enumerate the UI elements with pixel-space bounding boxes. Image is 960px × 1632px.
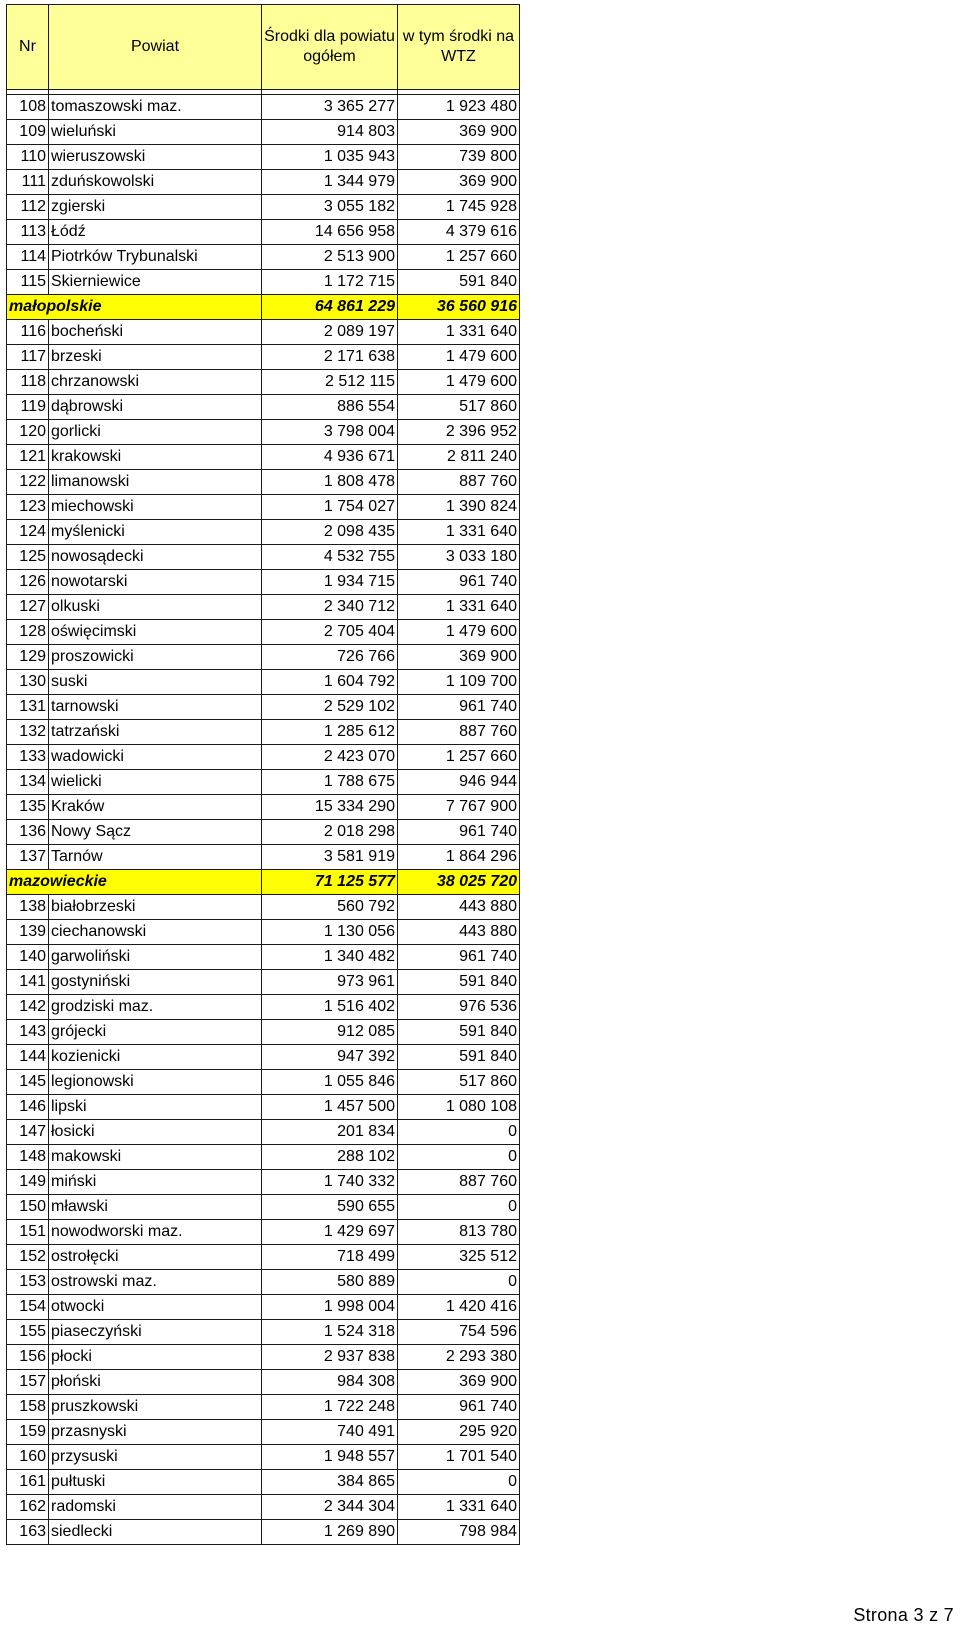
powiat-name: Piotrków Trybunalski — [49, 245, 262, 270]
funds-total: 288 102 — [262, 1145, 398, 1170]
funds-total: 1 998 004 — [262, 1295, 398, 1320]
funds-wtz: 369 900 — [398, 170, 520, 195]
funds-wtz: 369 900 — [398, 645, 520, 670]
funds-total: 1 429 697 — [262, 1220, 398, 1245]
powiat-name: mławski — [49, 1195, 262, 1220]
powiat-name: oświęcimski — [49, 620, 262, 645]
powiat-name: nowotarski — [49, 570, 262, 595]
powiat-name: tarnowski — [49, 695, 262, 720]
table-row — [7, 545, 520, 570]
table-row — [7, 1145, 520, 1170]
row-number: 130 — [7, 670, 49, 695]
row-number: 135 — [7, 795, 49, 820]
powiat-name: Tarnów — [49, 845, 262, 870]
row-number: 138 — [7, 895, 49, 920]
funds-wtz: 1 701 540 — [398, 1445, 520, 1470]
row-number: 110 — [7, 145, 49, 170]
row-number: 124 — [7, 520, 49, 545]
powiat-name: grodziski maz. — [49, 995, 262, 1020]
row-number: 143 — [7, 1020, 49, 1045]
funds-total: 1 722 248 — [262, 1395, 398, 1420]
powiat-name: Łódź — [49, 220, 262, 245]
table-row — [7, 145, 520, 170]
powiat-name: zduńskowolski — [49, 170, 262, 195]
table-row — [7, 745, 520, 770]
table-row — [7, 1420, 520, 1445]
funds-total: 201 834 — [262, 1120, 398, 1145]
funds-total: 1 808 478 — [262, 470, 398, 495]
funds-total: 2 171 638 — [262, 345, 398, 370]
table-row — [7, 945, 520, 970]
powiat-name: proszowicki — [49, 645, 262, 670]
funds-wtz: 1 331 640 — [398, 320, 520, 345]
row-number: 123 — [7, 495, 49, 520]
funds-wtz: 1 479 600 — [398, 345, 520, 370]
powiat-name: nowosądecki — [49, 545, 262, 570]
funds-total: 914 803 — [262, 120, 398, 145]
powiat-name: dąbrowski — [49, 395, 262, 420]
funds-total: 2 098 435 — [262, 520, 398, 545]
table-row — [7, 845, 520, 870]
powiat-name: miechowski — [49, 495, 262, 520]
funds-total: 15 334 290 — [262, 795, 398, 820]
table-row — [7, 370, 520, 395]
table-row — [7, 270, 520, 295]
table-row — [7, 795, 520, 820]
powiat-name: siedlecki — [49, 1520, 262, 1545]
header-srodki-wtz: w tym środki na WTZ — [398, 5, 520, 90]
funds-wtz: 976 536 — [398, 995, 520, 1020]
powiat-name: Nowy Sącz — [49, 820, 262, 845]
funds-total: 984 308 — [262, 1370, 398, 1395]
funds-total: 4 532 755 — [262, 545, 398, 570]
funds-total: 1 285 612 — [262, 720, 398, 745]
powiat-name: Skierniewice — [49, 270, 262, 295]
funds-wtz: 0 — [398, 1120, 520, 1145]
powiat-name: legionowski — [49, 1070, 262, 1095]
powiat-name: białobrzeski — [49, 895, 262, 920]
header-srodki-ogolem: Środki dla powiatu ogółem — [262, 5, 398, 90]
funds-wtz: 1 420 416 — [398, 1295, 520, 1320]
funds-wtz: 1 331 640 — [398, 595, 520, 620]
powiat-name: pułtuski — [49, 1470, 262, 1495]
powiat-name: olkuski — [49, 595, 262, 620]
powiat-name: limanowski — [49, 470, 262, 495]
funds-total: 1 344 979 — [262, 170, 398, 195]
header-powiat: Powiat — [49, 5, 262, 90]
powiat-name: garwoliński — [49, 945, 262, 970]
funds-total: 1 269 890 — [262, 1520, 398, 1545]
table-row — [7, 1245, 520, 1270]
funds-total: 3 581 919 — [262, 845, 398, 870]
row-number: 149 — [7, 1170, 49, 1195]
powiat-name: radomski — [49, 1495, 262, 1520]
table-body — [7, 95, 520, 1545]
funds-wtz: 1 479 600 — [398, 370, 520, 395]
funds-total: 1 055 846 — [262, 1070, 398, 1095]
funds-wtz: 0 — [398, 1270, 520, 1295]
table-row — [7, 420, 520, 445]
powiat-name: otwocki — [49, 1295, 262, 1320]
row-number: 111 — [7, 170, 49, 195]
funds-wtz: 1 109 700 — [398, 670, 520, 695]
funds-total: 1 788 675 — [262, 770, 398, 795]
powiat-name: wielicki — [49, 770, 262, 795]
row-number: 144 — [7, 1045, 49, 1070]
funds-wtz: 38 025 720 — [398, 870, 520, 895]
funds-wtz: 517 860 — [398, 1070, 520, 1095]
funds-total: 886 554 — [262, 395, 398, 420]
row-number: 122 — [7, 470, 49, 495]
funds-wtz: 2 811 240 — [398, 445, 520, 470]
table-row — [7, 320, 520, 345]
row-number: 112 — [7, 195, 49, 220]
funds-wtz: 2 396 952 — [398, 420, 520, 445]
funds-wtz: 946 944 — [398, 770, 520, 795]
row-number: 160 — [7, 1445, 49, 1470]
table-row — [7, 120, 520, 145]
funds-wtz: 813 780 — [398, 1220, 520, 1245]
funds-wtz: 1 745 928 — [398, 195, 520, 220]
table-row — [7, 695, 520, 720]
powiat-name: suski — [49, 670, 262, 695]
powiat-name: nowodworski maz. — [49, 1220, 262, 1245]
table-row — [7, 470, 520, 495]
table-row — [7, 1520, 520, 1545]
powiat-name: wieluński — [49, 120, 262, 145]
powiat-name: tomaszowski maz. — [49, 95, 262, 120]
funds-total: 1 934 715 — [262, 570, 398, 595]
funds-total: 1 457 500 — [262, 1095, 398, 1120]
powiat-name: ciechanowski — [49, 920, 262, 945]
funds-total: 71 125 577 — [262, 870, 398, 895]
funds-total: 912 085 — [262, 1020, 398, 1045]
funds-total: 2 018 298 — [262, 820, 398, 845]
funds-wtz: 798 984 — [398, 1520, 520, 1545]
table-row — [7, 720, 520, 745]
funds-wtz: 739 800 — [398, 145, 520, 170]
row-number: 108 — [7, 95, 49, 120]
funds-wtz: 961 740 — [398, 1395, 520, 1420]
row-number: 137 — [7, 845, 49, 870]
funds-wtz: 887 760 — [398, 720, 520, 745]
funds-wtz: 961 740 — [398, 695, 520, 720]
header-nr: Nr — [7, 5, 49, 90]
funds-wtz: 443 880 — [398, 920, 520, 945]
powiat-name: płocki — [49, 1345, 262, 1370]
table-row — [7, 170, 520, 195]
table-row — [7, 1220, 520, 1245]
powiat-name: myślenicki — [49, 520, 262, 545]
funds-total: 384 865 — [262, 1470, 398, 1495]
table-row — [7, 1470, 520, 1495]
powiat-name: chrzanowski — [49, 370, 262, 395]
funds-total: 1 740 332 — [262, 1170, 398, 1195]
table-row — [7, 770, 520, 795]
table-row — [7, 1345, 520, 1370]
powiat-name: wadowicki — [49, 745, 262, 770]
funds-wtz: 36 560 916 — [398, 295, 520, 320]
funds-total: 2 937 838 — [262, 1345, 398, 1370]
powiat-name: łosicki — [49, 1120, 262, 1145]
row-number: 117 — [7, 345, 49, 370]
funds-total: 3 055 182 — [262, 195, 398, 220]
funds-wtz: 754 596 — [398, 1320, 520, 1345]
table-row — [7, 1095, 520, 1120]
table-row — [7, 1445, 520, 1470]
row-number: 128 — [7, 620, 49, 645]
row-number: 141 — [7, 970, 49, 995]
table-row — [7, 1370, 520, 1395]
powiat-name: tatrzański — [49, 720, 262, 745]
funds-total: 4 936 671 — [262, 445, 398, 470]
funds-total: 1 340 482 — [262, 945, 398, 970]
funds-wtz: 887 760 — [398, 470, 520, 495]
powiat-name: krakowski — [49, 445, 262, 470]
funds-wtz: 2 293 380 — [398, 1345, 520, 1370]
row-number: 134 — [7, 770, 49, 795]
table-row — [7, 645, 520, 670]
row-number: 118 — [7, 370, 49, 395]
funds-wtz: 3 033 180 — [398, 545, 520, 570]
funds-total: 1 130 056 — [262, 920, 398, 945]
funds-wtz: 7 767 900 — [398, 795, 520, 820]
funds-wtz: 369 900 — [398, 1370, 520, 1395]
funds-total: 1 516 402 — [262, 995, 398, 1020]
row-number: 125 — [7, 545, 49, 570]
funds-table — [6, 4, 520, 1545]
row-number: 153 — [7, 1270, 49, 1295]
funds-total: 2 344 304 — [262, 1495, 398, 1520]
table-header — [7, 5, 520, 95]
table-row — [7, 245, 520, 270]
row-number: 129 — [7, 645, 49, 670]
row-number: 159 — [7, 1420, 49, 1445]
funds-total: 1 948 557 — [262, 1445, 398, 1470]
row-number: 121 — [7, 445, 49, 470]
funds-wtz: 443 880 — [398, 895, 520, 920]
funds-total: 2 340 712 — [262, 595, 398, 620]
row-number: 146 — [7, 1095, 49, 1120]
table-row — [7, 670, 520, 695]
table-row — [7, 820, 520, 845]
powiat-name: brzeski — [49, 345, 262, 370]
row-number: 155 — [7, 1320, 49, 1345]
powiat-name: gorlicki — [49, 420, 262, 445]
funds-total: 590 655 — [262, 1195, 398, 1220]
funds-wtz: 887 760 — [398, 1170, 520, 1195]
row-number: 140 — [7, 945, 49, 970]
row-number: 132 — [7, 720, 49, 745]
row-number: 126 — [7, 570, 49, 595]
powiat-name: miński — [49, 1170, 262, 1195]
table-row — [7, 445, 520, 470]
row-number: 127 — [7, 595, 49, 620]
row-number: 151 — [7, 1220, 49, 1245]
row-number: 156 — [7, 1345, 49, 1370]
funds-wtz: 591 840 — [398, 970, 520, 995]
table-row — [7, 1320, 520, 1345]
row-number: 154 — [7, 1295, 49, 1320]
region-row — [7, 295, 520, 320]
table-row — [7, 520, 520, 545]
powiat-name: piaseczyński — [49, 1320, 262, 1345]
powiat-name: płoński — [49, 1370, 262, 1395]
powiat-name: ostrołęcki — [49, 1245, 262, 1270]
funds-total: 2 089 197 — [262, 320, 398, 345]
funds-total: 1 035 943 — [262, 145, 398, 170]
funds-wtz: 961 740 — [398, 570, 520, 595]
table-row — [7, 570, 520, 595]
funds-wtz: 1 080 108 — [398, 1095, 520, 1120]
row-number: 136 — [7, 820, 49, 845]
table-row — [7, 1020, 520, 1045]
row-number: 142 — [7, 995, 49, 1020]
row-number: 133 — [7, 745, 49, 770]
row-number: 163 — [7, 1520, 49, 1545]
row-number: 109 — [7, 120, 49, 145]
table-row — [7, 970, 520, 995]
row-number: 162 — [7, 1495, 49, 1520]
funds-wtz: 1 331 640 — [398, 520, 520, 545]
table-row — [7, 995, 520, 1020]
table-row — [7, 1195, 520, 1220]
funds-total: 560 792 — [262, 895, 398, 920]
powiat-name: przasnyski — [49, 1420, 262, 1445]
funds-wtz: 369 900 — [398, 120, 520, 145]
powiat-name: przysuski — [49, 1445, 262, 1470]
funds-total: 947 392 — [262, 1045, 398, 1070]
funds-total: 1 524 318 — [262, 1320, 398, 1345]
page-number: Strona 3 z 7 — [853, 1605, 954, 1625]
table-row — [7, 95, 520, 120]
funds-total: 2 423 070 — [262, 745, 398, 770]
funds-total: 14 656 958 — [262, 220, 398, 245]
funds-wtz: 1 390 824 — [398, 495, 520, 520]
funds-total: 3 798 004 — [262, 420, 398, 445]
powiat-name: ostrowski maz. — [49, 1270, 262, 1295]
funds-wtz: 591 840 — [398, 1045, 520, 1070]
table-row — [7, 920, 520, 945]
powiat-name: pruszkowski — [49, 1395, 262, 1420]
row-number: 131 — [7, 695, 49, 720]
powiat-name: bocheński — [49, 320, 262, 345]
funds-total: 973 961 — [262, 970, 398, 995]
funds-wtz: 961 740 — [398, 945, 520, 970]
region-name: małopolskie — [7, 295, 262, 320]
row-number: 147 — [7, 1120, 49, 1145]
row-number: 148 — [7, 1145, 49, 1170]
funds-total: 580 889 — [262, 1270, 398, 1295]
powiat-name: zgierski — [49, 195, 262, 220]
row-number: 113 — [7, 220, 49, 245]
table-row — [7, 1045, 520, 1070]
funds-wtz: 517 860 — [398, 395, 520, 420]
funds-total: 2 529 102 — [262, 695, 398, 720]
region-row — [7, 870, 520, 895]
funds-wtz: 1 257 660 — [398, 745, 520, 770]
powiat-name: kozienicki — [49, 1045, 262, 1070]
table-row — [7, 1395, 520, 1420]
row-number: 161 — [7, 1470, 49, 1495]
row-number: 152 — [7, 1245, 49, 1270]
table-row — [7, 1120, 520, 1145]
funds-wtz: 591 840 — [398, 1020, 520, 1045]
table-row — [7, 195, 520, 220]
powiat-name: Kraków — [49, 795, 262, 820]
funds-wtz: 0 — [398, 1195, 520, 1220]
powiat-name: wieruszowski — [49, 145, 262, 170]
funds-total: 3 365 277 — [262, 95, 398, 120]
funds-wtz: 325 512 — [398, 1245, 520, 1270]
funds-wtz: 295 920 — [398, 1420, 520, 1445]
funds-wtz: 1 479 600 — [398, 620, 520, 645]
row-number: 158 — [7, 1395, 49, 1420]
table-row — [7, 1170, 520, 1195]
powiat-name: grójecki — [49, 1020, 262, 1045]
funds-wtz: 961 740 — [398, 820, 520, 845]
funds-wtz: 1 331 640 — [398, 1495, 520, 1520]
region-name: mazowieckie — [7, 870, 262, 895]
table-row — [7, 595, 520, 620]
table-row — [7, 395, 520, 420]
table-row — [7, 1295, 520, 1320]
table-row — [7, 620, 520, 645]
funds-wtz: 1 864 296 — [398, 845, 520, 870]
table-row — [7, 1070, 520, 1095]
funds-total: 1 172 715 — [262, 270, 398, 295]
row-number: 115 — [7, 270, 49, 295]
funds-total: 2 705 404 — [262, 620, 398, 645]
powiat-name: lipski — [49, 1095, 262, 1120]
funds-total: 2 513 900 — [262, 245, 398, 270]
funds-total: 718 499 — [262, 1245, 398, 1270]
table-row — [7, 1270, 520, 1295]
table-row — [7, 220, 520, 245]
powiat-name: makowski — [49, 1145, 262, 1170]
funds-wtz: 591 840 — [398, 270, 520, 295]
powiat-name: gostyniński — [49, 970, 262, 995]
funds-wtz: 4 379 616 — [398, 220, 520, 245]
row-number: 116 — [7, 320, 49, 345]
table-row — [7, 1495, 520, 1520]
funds-wtz: 0 — [398, 1470, 520, 1495]
funds-wtz: 0 — [398, 1145, 520, 1170]
row-number: 150 — [7, 1195, 49, 1220]
row-number: 139 — [7, 920, 49, 945]
funds-total: 726 766 — [262, 645, 398, 670]
table-row — [7, 495, 520, 520]
row-number: 114 — [7, 245, 49, 270]
row-number: 157 — [7, 1370, 49, 1395]
row-number: 145 — [7, 1070, 49, 1095]
row-number: 119 — [7, 395, 49, 420]
funds-total: 1 604 792 — [262, 670, 398, 695]
funds-total: 1 754 027 — [262, 495, 398, 520]
table-row — [7, 895, 520, 920]
funds-total: 64 861 229 — [262, 295, 398, 320]
funds-total: 2 512 115 — [262, 370, 398, 395]
row-number: 120 — [7, 420, 49, 445]
funds-total: 740 491 — [262, 1420, 398, 1445]
funds-wtz: 1 923 480 — [398, 95, 520, 120]
table-row — [7, 345, 520, 370]
funds-wtz: 1 257 660 — [398, 245, 520, 270]
